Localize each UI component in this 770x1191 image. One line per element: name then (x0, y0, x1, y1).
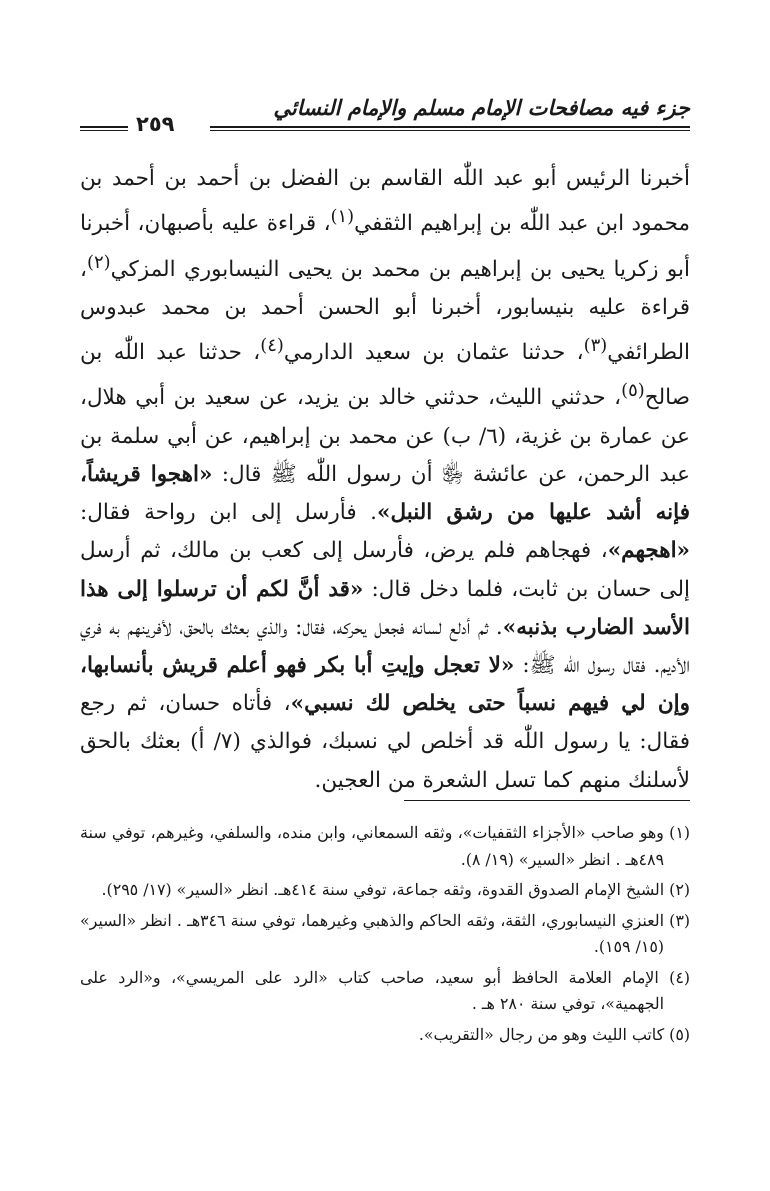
text-run: أخبرنا الرئيس أبو عبد اللّٰه القاسم بن الفضل بن أحمد بن أحمد بن محمود ابن عبد اللّٰه بن إبراهيم الثقفي (80, 166, 690, 237)
footnote-ref: (٣) (583, 335, 608, 357)
footnote-ref: (٢) (86, 251, 111, 273)
footnote-separator (404, 800, 690, 801)
page-number: ٢٥٩ (136, 112, 175, 136)
footnote (80, 965, 690, 1018)
text-run: ، فهجاهم فلم يرض، فأرسل إلى كعب بن مالك، ثم أرسل إلى حسان بن ثابت، فلما دخل قال: (80, 538, 690, 602)
footnote-text: (٢) الشيخ الإمام الصدوق القدوة، وثقه جماعة، توفي سنة ٤١٤هـ. انظر «السير» (١٧/ ٢٩٥). (101, 880, 690, 899)
prophetic-saying: «قد أنَّ لكم أن ترسلوا إلى هذا الأسد الضارب بذنبه» (80, 576, 690, 640)
header-rule (210, 126, 690, 131)
text-run: . ثم أدلع لسانه فجعل يحركه، فقال: والذي بعثك بالحق، لأفرينهم به فري الأديم. فقال رسول اللّٰه ﷺ: (80, 614, 691, 679)
prophetic-saying: «اهجوا قريشاً، فإنه أشد عليها من رشق النبل» (80, 462, 690, 526)
footnote-text: (٣) العنزي النيسابوري، الثقة، وثقه الحاكم والذهبي وغيرهما، توفي سنة ٣٤٦هـ . (176, 910, 690, 930)
prophetic-saying: «لا تعجل وإيتِ أبا بكر فهو أعلم قريش بأنسابها، وإن لي فيهم نسباً حتى يخلص لك نسبي» (80, 653, 690, 717)
hadith-paragraph (80, 160, 690, 800)
footnote (80, 820, 690, 873)
footnote (80, 908, 690, 961)
footnote-text: (١) وهو صاحب «الأجزاء الثقفيات»، وثقه السمعاني، وابن منده، والسلفي، وغيرهم، توفي (111, 823, 690, 842)
text-run: ، حدثني الليث، حدثني خالد بن يزيد، عن سعيد بن أبي هلال، عن عمارة بن غزية، (٦/ ب) عن محمد بن إبراهيم، عن أبي سلمة بن عبد الرحمن، عن عائشة ﵂ أن رسول اللّٰه ﷺ قال: (80, 385, 690, 488)
footnote-text: سنة ٤٨٩هـ . انظر «السير» (١٩/ ٨). (80, 823, 664, 869)
footnote-text: انظر «السير» (١٥/ ١٥٩). (80, 910, 664, 956)
text-run: ، قراءة عليه بأصبهان، أخبرنا أبو زكريا يحيى بن إبراهيم بن محمد بن يحيى النيسابوري المزكي (80, 211, 690, 282)
main-text (80, 160, 690, 800)
footnote-text: (٥) كاتب الليث وهو من رجال «التقريب». (418, 1024, 690, 1044)
footnote (80, 1022, 690, 1049)
text-run: ، حدثنا عبد اللّٰه بن صالح (80, 340, 690, 411)
footnotes (80, 820, 690, 1052)
prophetic-saying: «اهجهم» (607, 538, 690, 564)
footnote-text: توفي سنة ٢٨٠ هـ . (471, 994, 596, 1013)
text-run: . فأرسل إلى ابن رواحة فقال: (80, 500, 378, 526)
page-number-rule (80, 126, 128, 131)
footnote-ref: (١) (330, 206, 355, 228)
footnote-ref: (٤) (260, 335, 284, 357)
text-run: ، قراءة عليه بنيسابور، أخبرنا أبو الحسن أحمد بن محمد عبدوس الطرائفي (80, 256, 690, 366)
running-header (80, 96, 690, 136)
text-run: ، حدثنا عثمان بن سعيد الدارمي (283, 340, 584, 366)
footnote-text: (٤) الإمام العلامة الحافظ أبو سعيد، صاحب كتاب «الرد على المريسي»، و«الرد على الجهمية»، (80, 967, 690, 1013)
running-title: جزء فيه مصافحات الإمام مسلم والإمام النسائي (273, 96, 690, 120)
text-run: ، فأتاه حسان، ثم رجع فقال: يا رسول اللّٰه قد أخلص لي نسبك، فوالذي (٧/ أ) بعثك بالحق لأسلنك منهم كما تسل الشعرة من العجين. (80, 691, 690, 793)
footnote-ref: (٥) (621, 380, 645, 402)
footnote (80, 877, 690, 904)
